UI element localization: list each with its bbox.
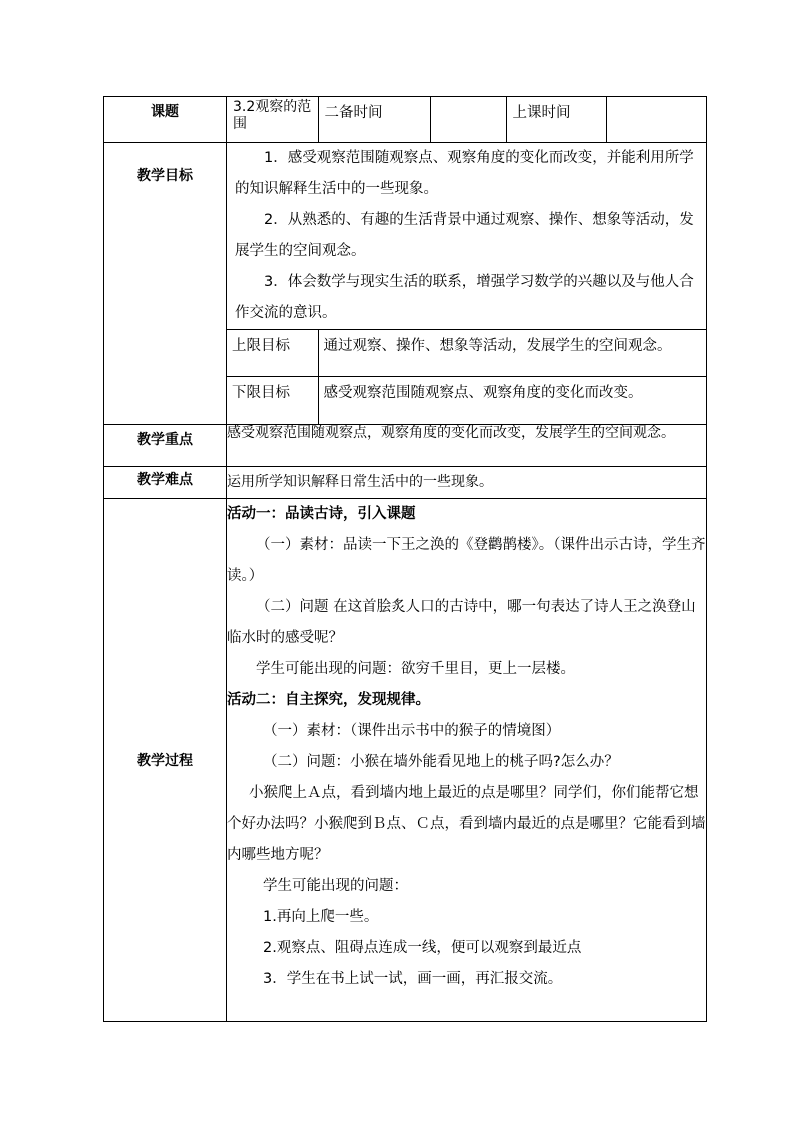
activity-two-detail: 小猴爬上Ａ点，看到墙内地上最近的点是哪里？同学们，你们能帮它想个好办法吗？小猴爬到Ｂ点、Ｃ点，看到墙内最近的点是哪里？它能看到墙内哪些地方呢？ xyxy=(227,784,706,863)
activity-one-material: （一）素材：品读一下王之涣的《登鹳鹊楼》。（课件出示古诗，学生齐读。） xyxy=(227,536,706,584)
objectives-list xyxy=(227,143,706,329)
header-inner-table xyxy=(227,97,707,142)
objective-item: 2．从熟悉的、有趣的生活背景中通过观察、操作、想象等活动，发展学生的空间观念。 xyxy=(235,212,694,259)
key-points-label: 教学重点 xyxy=(104,424,227,466)
objectives-label: 教学目标 xyxy=(104,143,227,425)
difficulties-row xyxy=(104,466,707,498)
activity-two-item: 3．学生在书上试一试，画一画，再汇报交流。 xyxy=(263,970,563,987)
key-points-row xyxy=(104,424,707,466)
difficulties-label: 教学难点 xyxy=(104,466,227,498)
process-content xyxy=(227,498,707,1021)
activity-two-question: （二）问题：小猴在墙外能看见地上的桃子吗?怎么办？ xyxy=(263,753,619,770)
upper-target-value: 通过观察、操作、想象等活动，发展学生的空间观念。 xyxy=(318,330,706,377)
process-row xyxy=(104,498,707,1021)
prep-time-value xyxy=(430,97,506,142)
objective-item: 1．感受观察范围随观察点、观察角度的变化而改变，并能利用所学的知识解释生活中的一些现象。 xyxy=(235,150,694,197)
activity-one-title: 活动一：品读古诗，引入课题 xyxy=(227,505,416,522)
topic-label: 课题 xyxy=(104,97,227,143)
activity-two-material: （一）素材：（课件出示书中的猴子的情境图） xyxy=(263,722,561,739)
activity-two-item: 1.再向上爬一些。 xyxy=(263,908,379,925)
objectives-row xyxy=(104,143,707,425)
class-time-value xyxy=(606,97,707,142)
process-label: 教学过程 xyxy=(104,498,227,1021)
key-points-value: 感受观察范围随观察点，观察角度的变化而改变，发展学生的空间观念。 xyxy=(227,424,707,466)
prep-time-label: 二备时间 xyxy=(318,97,430,142)
lower-target-value: 感受观察范围随观察点、观察角度的变化而改变。 xyxy=(318,377,706,424)
upper-target-label: 上限目标 xyxy=(227,330,318,377)
target-levels-table xyxy=(227,329,706,424)
activity-two-possible: 学生可能出现的问题： xyxy=(263,877,408,894)
topic-value: 3.2观察的范围 xyxy=(227,97,318,142)
activity-two-title: 活动二：自主探究，发现规律。 xyxy=(227,691,430,708)
lesson-plan-table xyxy=(103,96,707,1022)
activity-one-answer: 学生可能出现的问题：欲穷千里目，更上一层楼。 xyxy=(256,660,575,677)
objective-item: 3．体会数学与现实生活的联系，增强学习数学的兴趣以及与他人合作交流的意识。 xyxy=(235,274,694,321)
lower-target-label: 下限目标 xyxy=(227,377,318,424)
activity-one-question: （二）问题 在这首脍炙人口的古诗中，哪一句表达了诗人王之涣登山临水时的感受呢？ xyxy=(227,598,696,646)
class-time-label: 上课时间 xyxy=(506,97,606,142)
header-row xyxy=(104,97,707,143)
difficulties-value: 运用所学知识解释日常生活中的一些现象。 xyxy=(227,466,707,498)
activity-two-item: 2.观察点、阻碍点连成一线，便可以观察到最近点 xyxy=(263,939,582,956)
